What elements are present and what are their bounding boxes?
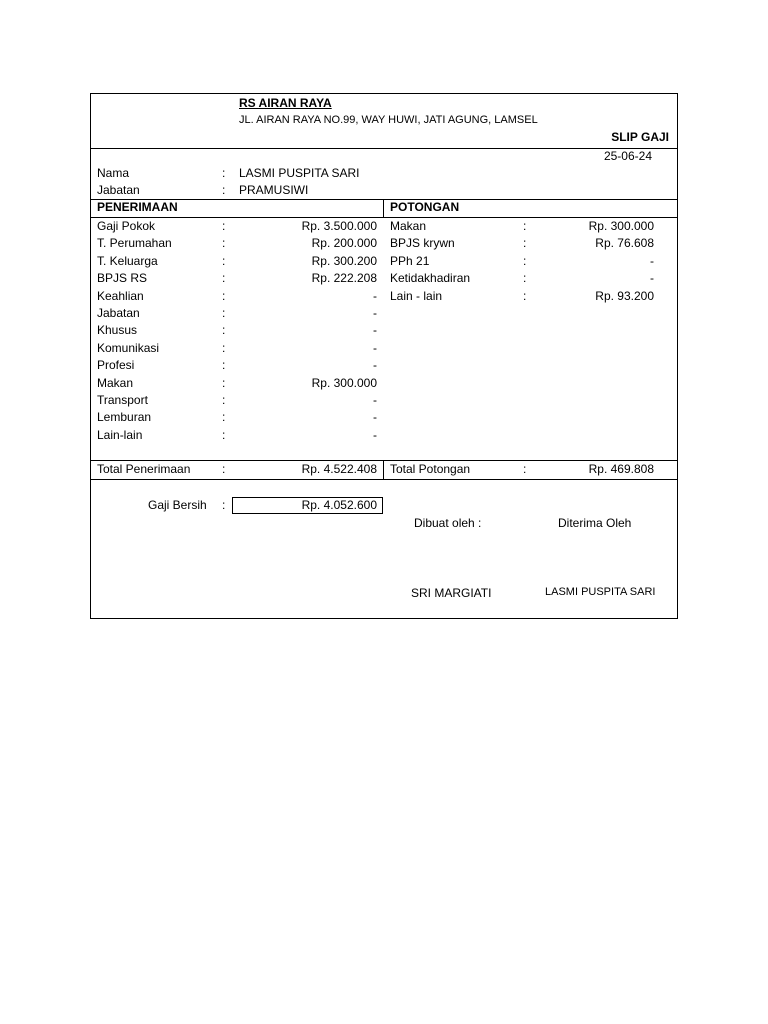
- position-value: PRAMUSIWI: [239, 183, 309, 197]
- colon: :: [222, 306, 226, 320]
- deductions-total-value: Rp. 469.808: [588, 462, 654, 476]
- deductions-row: [390, 270, 654, 287]
- name-label: Nama: [97, 166, 130, 180]
- deductions-item-value: -: [650, 253, 654, 268]
- colon: :: [222, 236, 226, 251]
- colon: :: [523, 288, 527, 303]
- deductions-row: [390, 288, 654, 305]
- net-pay-value: Rp. 4.052.600: [301, 498, 377, 512]
- earnings-item-label: Transport: [97, 393, 148, 407]
- deductions-total-label: Total Potongan: [390, 462, 471, 476]
- colon: :: [222, 323, 226, 338]
- earnings-item-value: Rp. 300.000: [311, 375, 377, 390]
- name-value: LASMI PUSPITA SARI: [239, 166, 360, 180]
- colon: :: [222, 183, 226, 197]
- earnings-row: [97, 375, 382, 392]
- earnings-item-value: -: [373, 358, 377, 373]
- salary-slip: [90, 93, 678, 619]
- colon: :: [523, 219, 527, 233]
- position-label: Jabatan: [97, 183, 140, 197]
- earnings-row: [97, 409, 382, 426]
- colon: :: [222, 288, 226, 303]
- colon: :: [523, 253, 527, 268]
- deductions-item-value: Rp. 300.000: [588, 219, 654, 233]
- deductions-row: [390, 218, 654, 235]
- slip-title: SLIP GAJI: [611, 130, 669, 144]
- earnings-total-label: Total Penerimaan: [97, 462, 191, 476]
- divider-totals-bottom: [91, 479, 677, 480]
- earnings-item-value: Rp. 300.200: [311, 253, 377, 268]
- earnings-item-label: T. Perumahan: [97, 236, 172, 251]
- deductions-total-row: [390, 461, 654, 478]
- employee-position-row: [97, 182, 497, 199]
- earnings-item-label: Lemburan: [97, 410, 152, 425]
- colon: :: [222, 427, 226, 442]
- earnings-row: [97, 270, 382, 287]
- colon: :: [222, 498, 226, 512]
- earnings-item-value: -: [373, 393, 377, 407]
- earnings-row: [97, 427, 382, 444]
- earnings-total-row: [97, 461, 382, 478]
- colon: :: [222, 271, 226, 286]
- company-name: RS AIRAN RAYA: [239, 96, 332, 110]
- deductions-row: [390, 253, 654, 270]
- earnings-row: [97, 218, 382, 235]
- deductions-row: [390, 235, 654, 252]
- earnings-total-value: Rp. 4.522.408: [301, 462, 377, 476]
- earnings-item-label: Gaji Pokok: [97, 219, 156, 233]
- colon: :: [222, 393, 226, 407]
- colon: :: [222, 375, 226, 390]
- earnings-item-value: -: [373, 410, 377, 425]
- colon: :: [222, 219, 226, 233]
- colon: :: [222, 462, 226, 476]
- net-pay-label: Gaji Bersih: [148, 498, 207, 512]
- colon: :: [222, 358, 226, 373]
- earnings-item-value: -: [373, 288, 377, 303]
- received-by-name: LASMI PUSPITA SARI: [545, 586, 656, 598]
- slip-date: 25-06-24: [603, 149, 652, 163]
- divider-vertical-totals: [383, 460, 384, 479]
- earnings-row: [97, 305, 382, 322]
- earnings-item-label: Keahlian: [97, 288, 144, 303]
- deductions-item-value: Rp. 76.608: [595, 236, 654, 251]
- earnings-item-label: BPJS RS: [97, 271, 148, 286]
- earnings-row: [97, 288, 382, 305]
- colon: :: [523, 236, 527, 251]
- earnings-item-value: Rp. 222.208: [311, 271, 377, 286]
- deductions-item-label: Lain - lain: [390, 288, 443, 303]
- deductions-item-value: -: [650, 271, 654, 286]
- earnings-item-label: T. Keluarga: [97, 253, 158, 268]
- earnings-item-label: Profesi: [97, 358, 135, 373]
- deductions-item-label: Ketidakhadiran: [390, 271, 471, 286]
- earnings-row: [97, 235, 382, 252]
- deductions-item-label: PPh 21: [390, 253, 430, 268]
- company-address: JL. AIRAN RAYA NO.99, WAY HUWI, JATI AGUNG, LAMSEL: [239, 114, 538, 126]
- earnings-item-value: -: [373, 306, 377, 320]
- employee-name-row: [97, 165, 497, 182]
- made-by-label: Dibuat oleh :: [414, 516, 482, 530]
- deductions-header: POTONGAN: [390, 200, 460, 214]
- earnings-item-value: -: [373, 340, 377, 355]
- divider-header: [91, 148, 677, 149]
- earnings-item-label: Lain-lain: [97, 427, 143, 442]
- earnings-row: [97, 322, 382, 339]
- earnings-item-value: Rp. 3.500.000: [301, 219, 377, 233]
- earnings-item-value: Rp. 200.000: [311, 236, 377, 251]
- made-by-name: SRI MARGIATI: [411, 586, 492, 600]
- divider-section-top: [91, 199, 677, 200]
- deductions-item-value: Rp. 93.200: [595, 288, 654, 303]
- colon: :: [222, 410, 226, 425]
- earnings-item-label: Khusus: [97, 323, 138, 338]
- colon: :: [523, 271, 527, 286]
- received-by-label: Diterima Oleh: [558, 516, 632, 530]
- earnings-item-value: -: [373, 427, 377, 442]
- divider-vertical-headers: [383, 199, 384, 217]
- earnings-header: PENERIMAAN: [97, 200, 178, 214]
- colon: :: [222, 340, 226, 355]
- earnings-row: [97, 357, 382, 374]
- deductions-item-label: Makan: [390, 219, 427, 233]
- deductions-item-label: BPJS krywn: [390, 236, 455, 251]
- earnings-item-value: -: [373, 323, 377, 338]
- earnings-row: [97, 253, 382, 270]
- colon: :: [222, 253, 226, 268]
- earnings-item-label: Jabatan: [97, 306, 140, 320]
- colon: :: [222, 166, 226, 180]
- net-pay-box: [232, 497, 383, 514]
- earnings-item-label: Makan: [97, 375, 134, 390]
- colon: :: [523, 462, 527, 476]
- earnings-row: [97, 392, 382, 409]
- earnings-row: [97, 340, 382, 357]
- earnings-item-label: Komunikasi: [97, 340, 160, 355]
